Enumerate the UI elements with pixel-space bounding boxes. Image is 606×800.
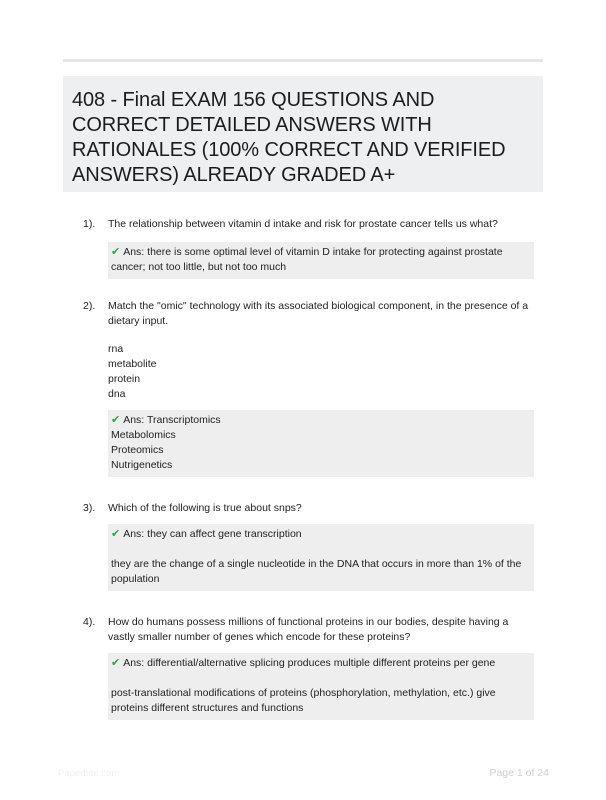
question-number: 4). — [83, 616, 96, 628]
check-icon: ✔ — [111, 528, 121, 540]
answer-box — [108, 242, 534, 279]
answer-box — [108, 410, 534, 477]
check-icon: ✔ — [111, 657, 121, 669]
answer-box — [108, 653, 534, 720]
answer-box — [108, 524, 534, 591]
answer-text: post-translational modifications of proteins (phosphorylation, methylation, etc.) give proteins different structures and functions — [111, 687, 496, 714]
option-item: metabolite — [108, 358, 157, 370]
question-number: 1). — [83, 218, 96, 230]
answer-text: Proteomics — [111, 444, 164, 456]
page-indicator: Page 1 of 24 — [489, 767, 549, 779]
question-text: How do humans possess millions of functional proteins in our bodies, despite having a vastly smaller number of genes which encode for these proteins? — [108, 616, 509, 643]
question-number: 3). — [83, 502, 96, 514]
check-icon: ✔ — [111, 246, 121, 258]
title-banner — [63, 76, 543, 192]
question-text: The relationship between vitamin d intake and risk for prostate cancer tells us what? — [108, 218, 498, 230]
answer-text: Ans: Transcriptomics — [123, 414, 221, 426]
option-item: dna — [108, 388, 126, 400]
option-list — [108, 342, 534, 402]
answer-text: they are the change of a single nucleotide in the DNA that occurs in more than 1% of the population — [111, 558, 522, 585]
option-item: rna — [108, 343, 124, 355]
question-number: 2). — [83, 300, 96, 312]
answer-text: Ans: they can affect gene transcription — [123, 528, 302, 540]
top-divider — [63, 59, 543, 62]
answer-text: Metabolomics — [111, 429, 176, 441]
answer-text: Ans: differential/alternative splicing produces multiple different proteins per gene — [123, 657, 496, 669]
answer-text: Nutrigenetics — [111, 459, 173, 471]
question-text: Which of the following is true about snps? — [108, 502, 302, 514]
footer-brand: Paperbite.com — [58, 768, 120, 779]
check-icon: ✔ — [111, 414, 121, 426]
question-text: Match the "omic" technology with its associated biological component, in the presence of a dietary input. — [108, 300, 529, 327]
answer-text: Ans: there is some optimal level of vitamin D intake for protecting against prostate cancer; not too little, but not too much — [111, 246, 503, 273]
option-item: protein — [108, 373, 141, 385]
document-title: 408 - Final EXAM 156 QUESTIONS AND CORRECT DETAILED ANSWERS WITH RATIONALES (100% CORRECT AND VERIFIED ANSWERS) ALREADY GRADED A+ — [72, 89, 506, 186]
